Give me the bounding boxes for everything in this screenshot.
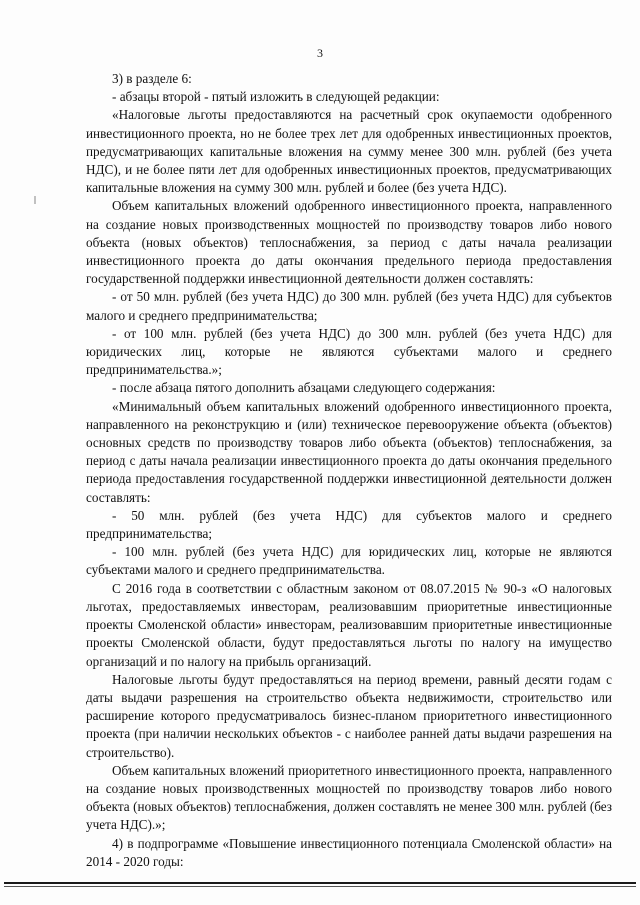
paragraph: «Налоговые льготы предоставляются на расчетный срок окупаемости одобренного инвестиционного проекта, но не более трех лет для одобренных инвестиционных проектов, предусматривающих капитальные вложения на сумму менее 300 млн. рублей (без учета НДС), и не более пяти лет для одобренных инвестиционных проектов, предусматривающих капитальные вложения на сумму 300 млн. рублей и более (без учета НДС). [86,107,612,196]
paragraph: С 2016 года в соответствии с областным законом от 08.07.2015 № 90-з «О налоговых льготах, предоставляемых инвесторам, реализовавшим приоритетные инвестиционные проекты Смоленской области» инвесторам, реализовавшим приоритетные инвестиционные проекты Смоленской области, будут предоставляться льготы по налогу на имущество организаций и по налогу на прибыль организаций. [86,580,612,669]
page-number: 3 [317,46,323,60]
paragraph: «Минимальный объем капитальных вложений одобренного инвестиционного проекта, направленного на реконструкцию и (или) техническое перевооружение объекта (объектов) основных средств по производству товаров либо объекта (объектов) теплоснабжения, за период с даты начала реализации инвестиционного проекта до даты окончания предельного периода предоставления государственной поддержки инвестиционной деятельности должен составлять: [86,398,612,505]
footer-rule [4,882,636,884]
paragraph: Объем капитальных вложений одобренного инвестиционного проекта, направленного на создание новых производственных мощностей по производству товаров либо нового объекта (новых объектов) теплоснабжения, за период с даты начала реализации инвестиционного проекта до даты окончания предельного периода предоставления государственной поддержки инвестиционной деятельности должен составлять: [86,198,612,287]
paragraph: 3) в разделе 6: [112,71,192,86]
paragraph: - после абзаца пятого дополнить абзацами следующего содержания: [112,380,496,396]
paragraph: Объем капитальных вложений приоритетного инвестиционного проекта, направленного на создание новых производственных мощностей по производству товаров либо нового объекта (новых объектов) теплоснабжения, должен составлять не менее 300 млн. рублей (без учета НДС).»; [86,762,612,833]
paragraph: 4) в подпрограмме «Повышение инвестиционного потенциала Смоленской области» на 2014 - 2020 годы: [86,835,612,869]
document-body [86,70,612,871]
paragraph: Налоговые льготы будут предоставляться на период времени, равный десяти годам с даты выдачи разрешения на строительство объекта недвижимости, строительство или расширение которого предусматривалось бизнес-планом приоритетного инвестиционного проекта (при наличии нескольких объектов - с наиболее ранней даты выдачи разрешения на строительство). [86,671,612,760]
paragraph: - 100 млн. рублей (без учета НДС) для юридических лиц, которые не являются субъектами малого и среднего предпринимательства. [86,544,612,578]
paragraph: - абзацы второй - пятый изложить в следующей редакции: [112,89,440,105]
paragraph: - от 100 млн. рублей (без учета НДС) до 300 млн. рублей (без учета НДС) для юридических лиц, которые не являются субъектами малого и среднего предпринимательства.»; [86,325,612,378]
paragraph: - от 50 млн. рублей (без учета НДС) до 300 млн. рублей (без учета НДС) для субъектов малого и среднего предпринимательства; [86,289,612,323]
footer-rule-thin [4,886,636,887]
scan-speck [34,196,36,204]
paragraph: - 50 млн. рублей (без учета НДС) для субъектов малого и среднего предпринимательства; [86,507,612,542]
